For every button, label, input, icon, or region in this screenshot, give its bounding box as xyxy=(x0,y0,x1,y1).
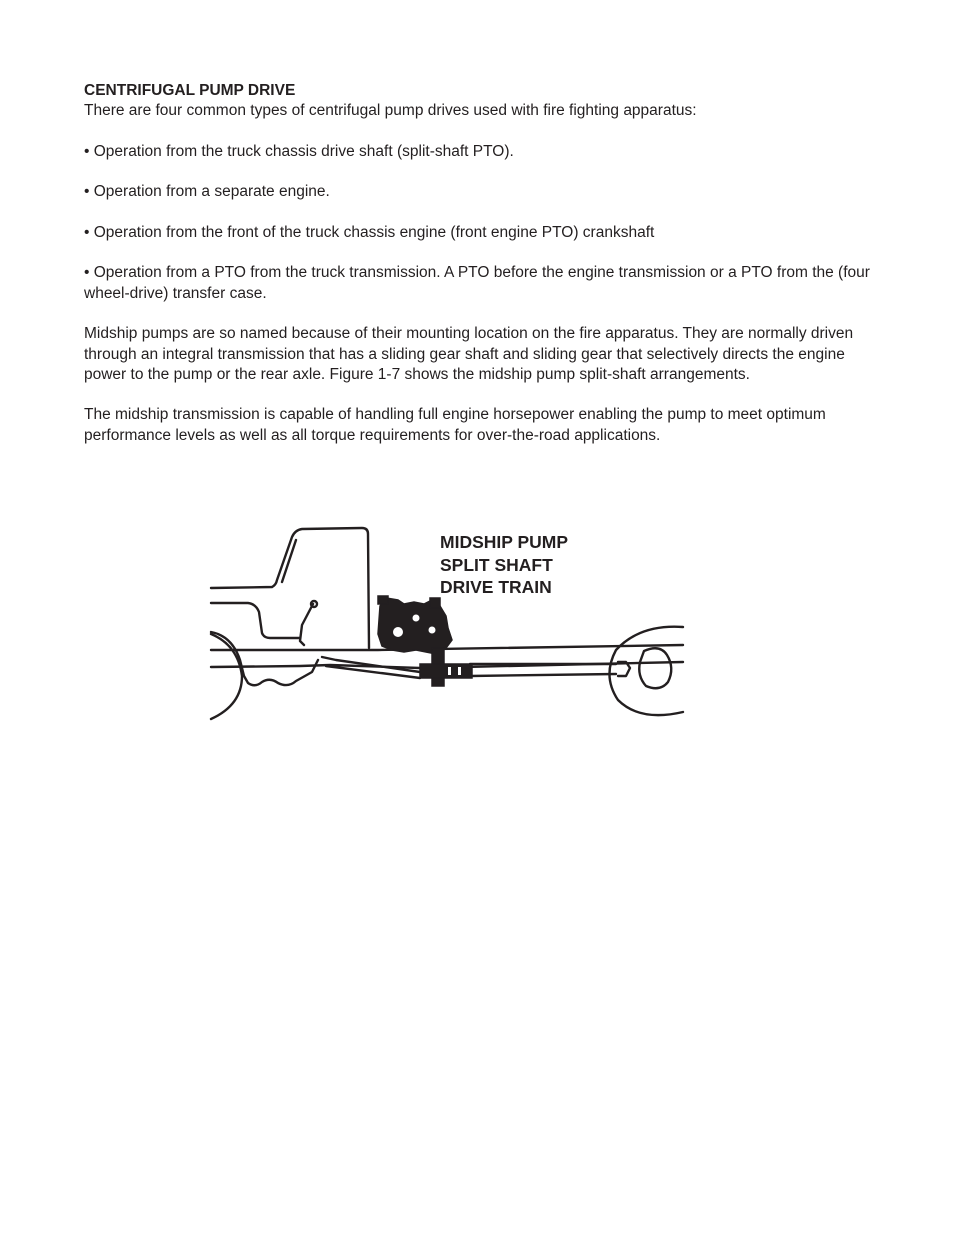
figure-label xyxy=(440,531,568,599)
bullet-transmission-pto: • Operation from a PTO from the truck transmission. A PTO before the engine transmission or a PTO from the (four wheel-drive) transfer case. xyxy=(84,264,870,302)
midship-pump-assembly xyxy=(378,596,472,686)
rear-hub xyxy=(639,648,671,688)
front-fender xyxy=(211,632,318,685)
bullet-separate-engine: • Operation from a separate engine. xyxy=(84,183,330,201)
cab-outline xyxy=(211,528,369,648)
rear-wheel xyxy=(609,627,683,715)
lever-knob xyxy=(311,601,317,607)
figure-label-line-1: MIDSHIP PUMP xyxy=(440,532,569,552)
section-heading: CENTRIFUGAL PUMP DRIVE xyxy=(84,82,296,99)
bullet-front-engine: • Operation from the front of the truck chassis engine (front engine PTO) crankshaft xyxy=(84,223,655,241)
transmission-paragraph: The midship transmission is capable of handling full engine horsepower enabling the pump to meet optimum performance levels as well as all torque requirements for over-the-road applications. xyxy=(84,406,826,444)
intro-paragraph: There are four common types of centrifugal pump drives used with fire fighting apparatus: xyxy=(84,102,697,119)
frame-rail-lower xyxy=(211,662,683,668)
front-wheel xyxy=(211,634,242,719)
figure-label-line-3: DRIVE TRAIN xyxy=(440,577,552,597)
frame-rail-upper xyxy=(211,645,683,650)
rear-u-joint xyxy=(618,662,630,676)
document-body xyxy=(84,81,874,466)
bullet-split-shaft: • Operation from the truck chassis drive shaft (split-shaft PTO). xyxy=(84,142,514,160)
front-drive-shaft-lower xyxy=(326,666,420,678)
front-drive-shaft xyxy=(322,657,420,672)
cab-window-edge xyxy=(282,540,296,582)
cab-lever xyxy=(300,604,313,645)
figure-label-line-2: SPLIT SHAFT xyxy=(440,554,553,575)
midship-paragraph: Midship pumps are so named because of their mounting location on the fire apparatus. They are normally driven through an integral transmission that has a sliding gear shaft and sliding gear that selectively directs the engine power to the pump or the rear axle. Figure 1-7 shows the midship pump split-shaft arrangements. xyxy=(84,325,854,383)
rear-drive-shaft-bottom xyxy=(470,674,616,676)
cab-door-step xyxy=(211,603,300,638)
